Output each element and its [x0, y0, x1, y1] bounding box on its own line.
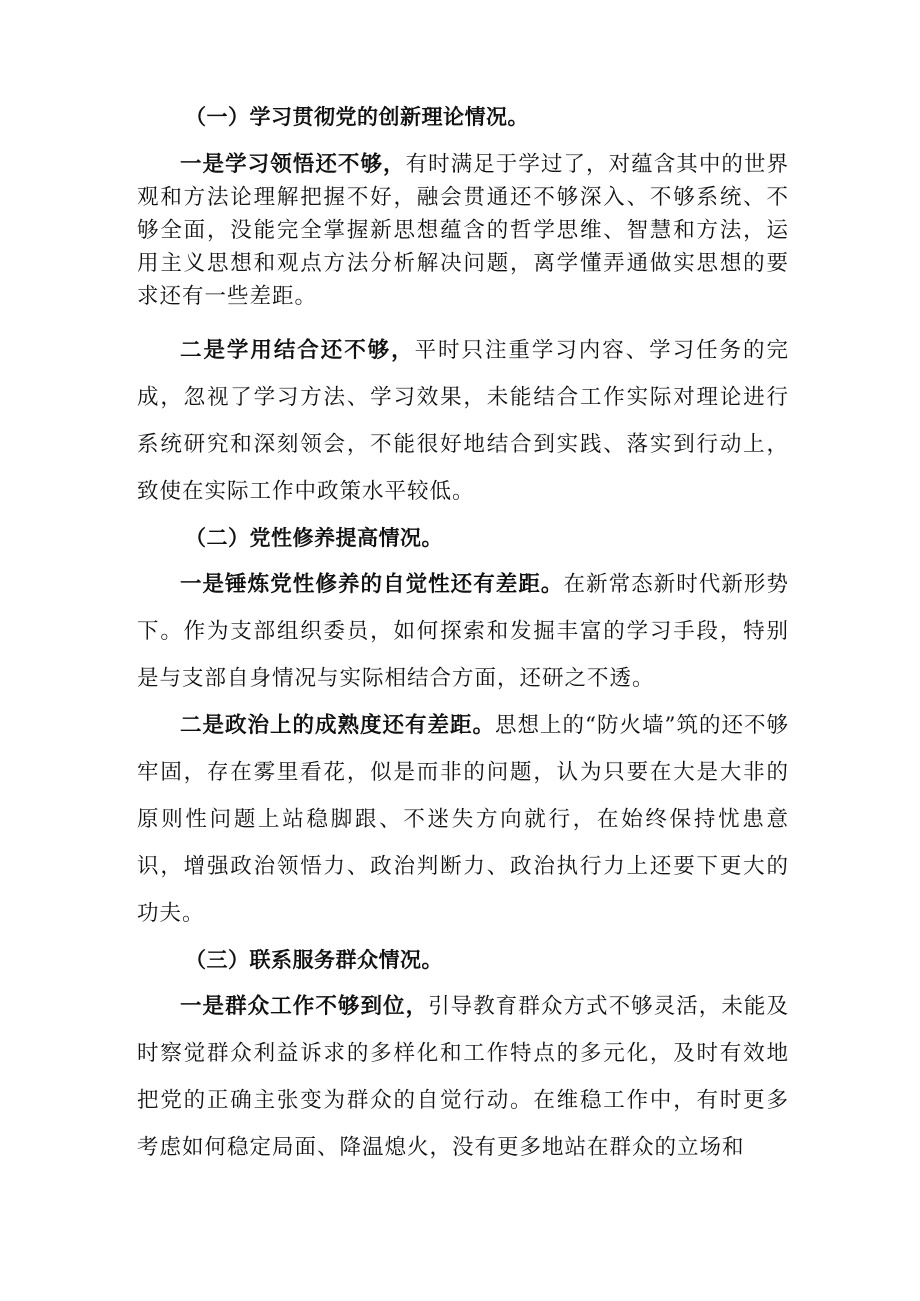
section-heading-2: （二）党性修养提高情况。 [185, 526, 443, 550]
paragraph-lead: 二是学用结合还不够， [180, 338, 415, 363]
paragraph-3-1 [137, 983, 789, 1171]
paragraph-lead: 二是政治上的成熟度还有差距。 [180, 713, 496, 738]
document-body [137, 94, 789, 1171]
paragraph-text: 有时满足于学过了，对蕴含其中的世界观和方法论理解把握不好，融会贯通还不够深入、不够系统、不够全面，没能完全掌握新思想蕴含的哲学思维、智慧和方法，运用主义思想和观点方法分析解决问题，离学懂弄通做实思想的要求还有一些差距。 [137, 152, 789, 309]
paragraph-1-2 [137, 327, 789, 515]
paragraph-text: 在新常态新时代新形势下。作为支部组织委员，如何探索和发掘丰富的学习手段，特别是与支部自身情况与实际相结合方面，还研之不透。 [137, 572, 789, 691]
paragraph-2-2 [137, 702, 789, 937]
section-heading-1: （一）学习贯彻党的创新理论情况。 [185, 105, 529, 129]
paragraph-1-1 [137, 148, 789, 313]
paragraph-text: 引导教育群众方式不够灵活，未能及时察觉群众利益诉求的多样化和工作特点的多元化，及时有效地把党的正确主张变为群众的自觉行动。在维稳工作中，有时更多考虑如何稳定局面、降温熄火，没有更多地站在群众的立场和 [137, 994, 789, 1160]
paragraph-lead: 一是锤炼党性修养的自觉性还有差距。 [180, 572, 564, 597]
section-heading-3: （三）联系服务群众情况。 [185, 948, 443, 972]
paragraph-lead: 一是群众工作不够到位， [180, 994, 429, 1019]
paragraph-text: 平时只注重学习内容、学习任务的完成，忽视了学习方法、学习效果，未能结合工作实际对理论进行系统研究和深刻领会，不能很好地结合到实践、落实到行动上，致使在实际工作中政策水平较低。 [137, 338, 789, 504]
paragraph-2-1 [137, 561, 789, 702]
paragraph-text: 思想上的“防火墙”筑的还不够牢固，存在雾里看花，似是而非的问题，认为只要在大是大非的原则性问题上站稳脚跟、不迷失方向就行，在始终保持忧患意识，增强政治领悟力、政治判断力、政治执行力上还要下更大的功夫。 [137, 713, 789, 926]
paragraph-lead: 一是学习领悟还不够， [180, 152, 406, 177]
